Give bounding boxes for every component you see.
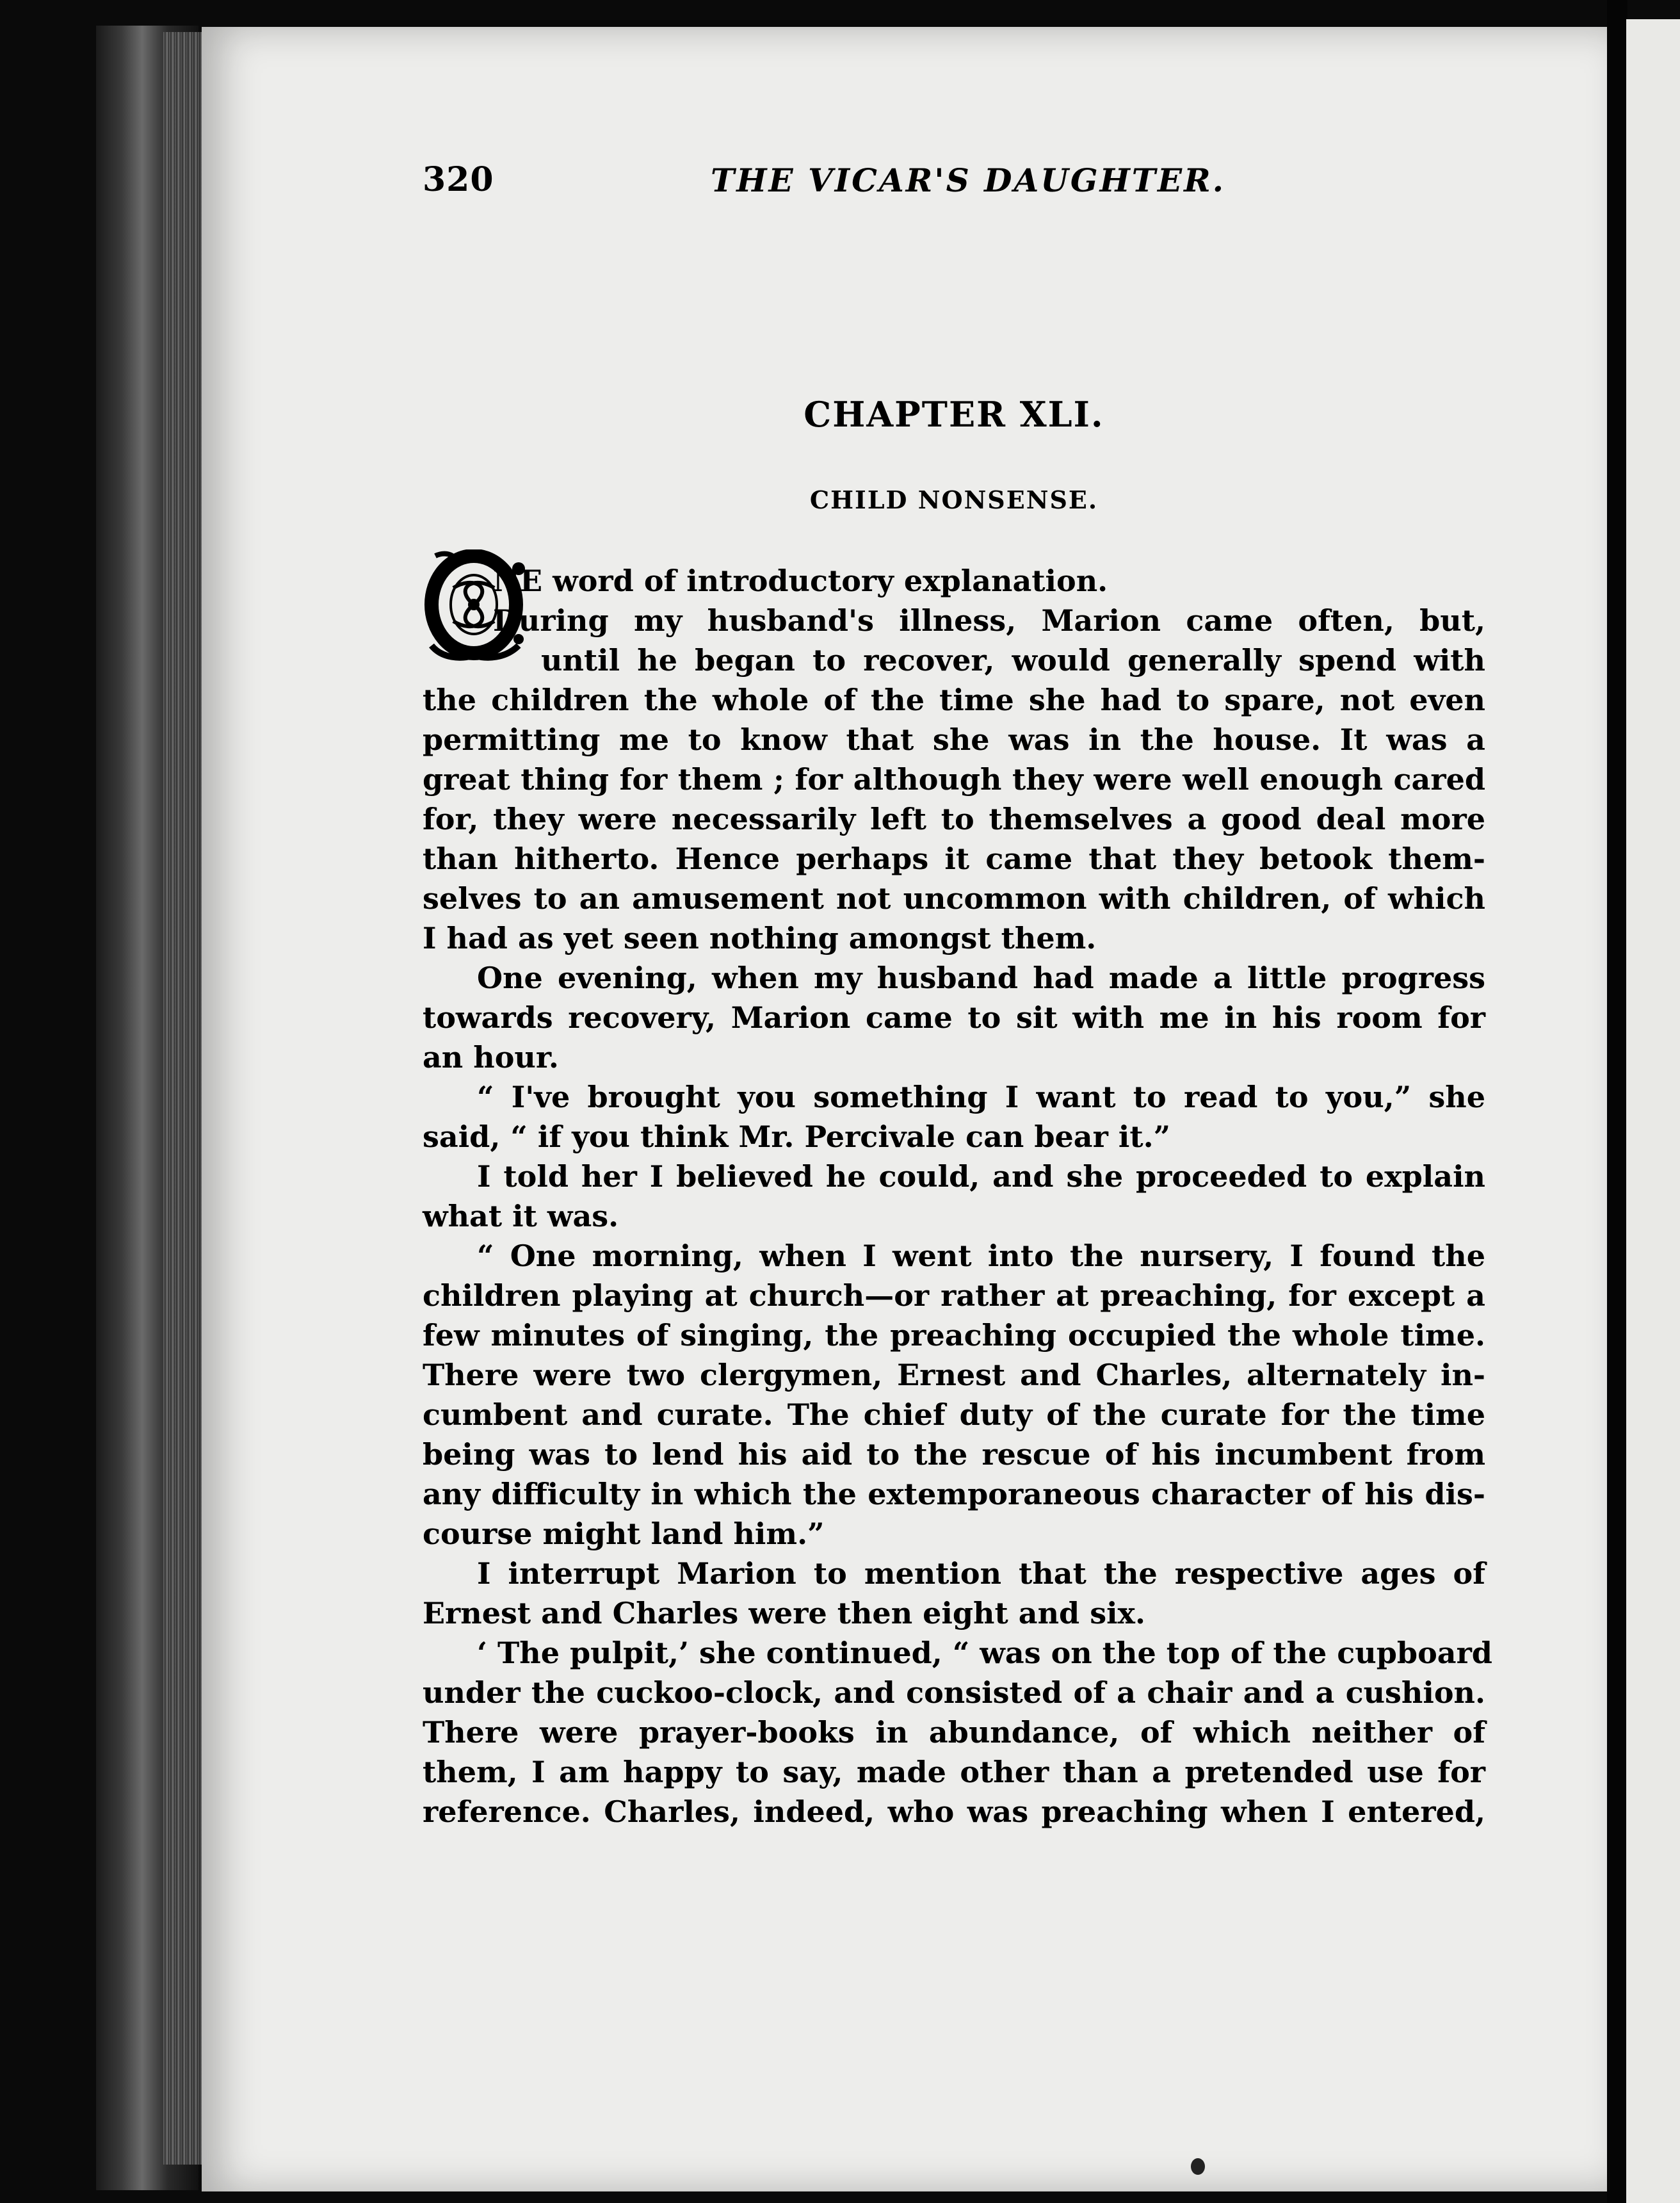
page-edges <box>163 32 202 2165</box>
text-line: “ I've brought you something I want to read to you,” she <box>477 1080 1485 1114</box>
text-line: them, I am happy to say, made other than a pretended use for <box>423 1755 1485 1789</box>
text-line: reference. Charles, indeed, who was preaching when I entered, <box>423 1794 1485 1829</box>
text-line: Ernest and Charles were then eight and six. <box>423 1596 1145 1630</box>
text-line: There were two clergymen, Ernest and Charles, alternately in- <box>423 1358 1485 1392</box>
text-line: cumbent and curate. The chief duty of the curate for the time <box>423 1397 1485 1432</box>
text-line: few minutes of singing, the preaching occupied the whole time. <box>423 1318 1485 1353</box>
text-line: I told her I believed he could, and she proceeded to explain <box>477 1159 1485 1194</box>
chapter-subtitle: CHILD NONSENSE. <box>809 485 1099 514</box>
text-line: the children the whole of the time she had to spare, not even <box>423 683 1485 717</box>
text-line: permitting me to know that she was in the house. It was a <box>423 722 1485 757</box>
text-line: than hitherto. Hence perhaps it came that they betook them- <box>423 841 1485 876</box>
text-line: any difficulty in which the extemporaneous character of his dis- <box>423 1477 1485 1511</box>
text-line: ‘ The pulpit,’ she continued, “ was on the top of the cupboard <box>477 1636 1492 1670</box>
text-line: selves to an amusement not uncommon with children, of which <box>423 881 1485 916</box>
page-gap <box>1607 0 1628 2203</box>
text-line: children playing at church—or rather at preaching, for except a <box>423 1278 1485 1313</box>
text-line: towards recovery, Marion came to sit with me in his room for <box>423 1000 1485 1035</box>
text-line: said, “ if you think Mr. Percivale can bear it.” <box>423 1119 1171 1154</box>
text-line: There were prayer-books in abundance, of which neither of <box>423 1715 1485 1750</box>
chapter-title: CHAPTER XLI. <box>804 394 1104 435</box>
text-line: what it was. <box>423 1199 619 1233</box>
text-line: for, they were necessarily left to themselves a good deal more <box>423 802 1485 836</box>
text-line: being was to lend his aid to the rescue of his incumbent from <box>423 1437 1485 1472</box>
text-line: course might land him.” <box>423 1516 825 1551</box>
text-line: I interrupt Marion to mention that the respective ages of <box>477 1556 1485 1591</box>
text-line: I had as yet seen nothing amongst them. <box>423 921 1097 955</box>
facing-page-edge <box>1626 19 1680 2203</box>
text-line: NE word of introductory explanation. <box>493 564 1108 598</box>
running-title: THE VICAR'S DAUGHTER. <box>711 161 1226 199</box>
text-line: an hour. <box>423 1040 559 1075</box>
text-line: under the cuckoo-clock, and consisted of a chair and a cushion. <box>423 1675 1485 1710</box>
running-header <box>423 160 1485 211</box>
text-line: One evening, when my husband had made a little progress <box>477 961 1485 995</box>
ink-speck <box>1191 2158 1205 2175</box>
text-line: until he began to recover, would generally spend with <box>541 643 1485 678</box>
body-text <box>423 561 1492 1832</box>
text-line: During my husband's illness, Marion came often, but, <box>493 603 1485 638</box>
text-line: great thing for them ; for although they were well enough cared <box>423 762 1485 797</box>
text-line: “ One morning, when I went into the nursery, I found the <box>477 1239 1485 1273</box>
page-number: 320 <box>423 160 494 199</box>
